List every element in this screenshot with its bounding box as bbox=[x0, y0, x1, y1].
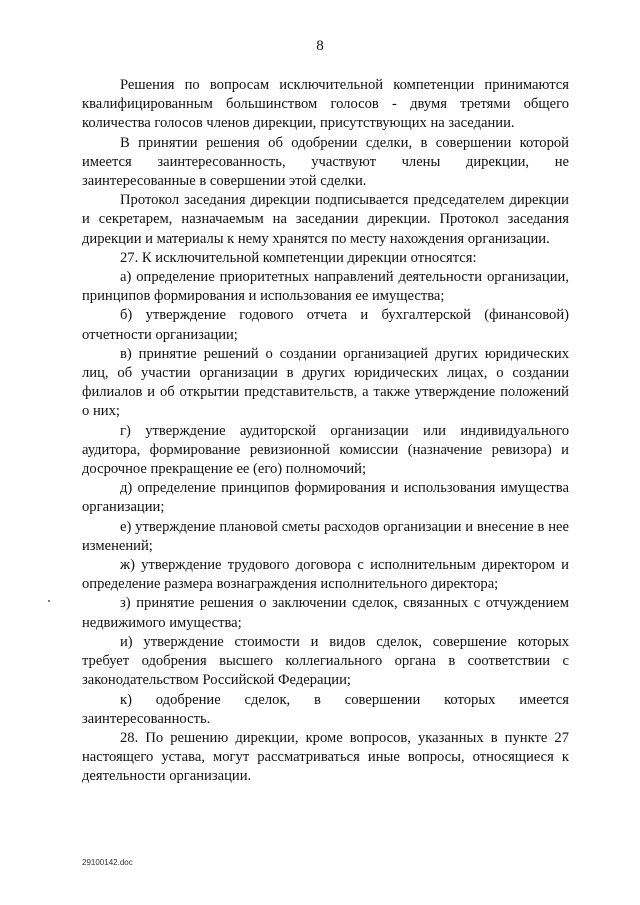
list-item: и) утверждение стоимости и видов сделок, совершение которых требует одобрения высшего коллегиального органа в соответствии с законодательством Российской Федерации; bbox=[82, 633, 569, 689]
list-item: е) утверждение плановой сметы расходов организации и внесение в нее изменений; bbox=[82, 518, 569, 554]
list-item: ж) утверждение трудового договора с исполнительным директором и определение размера вознаграждения исполнительного директора; bbox=[82, 557, 569, 593]
scan-artifact-dot bbox=[48, 600, 50, 602]
paragraph: Протокол заседания дирекции подписывается председателем дирекции и секретарем, назначаемым на заседании дирекции. Протокол заседания дирекции и материалы к нему хранятся по месту нахождения организации. bbox=[82, 192, 569, 247]
document-body bbox=[82, 76, 569, 787]
list-item: б) утверждение годового отчета и бухгалтерской (финансовой) отчетности организации; bbox=[82, 307, 569, 343]
list-item: д) определение принципов формирования и использования имущества организации; bbox=[82, 480, 569, 516]
paragraph: Решения по вопросам исключительной компетенции принимаются квалифицированным большинством голосов - двумя третями общего количества голосов членов дирекции, присутствующих на заседании. bbox=[82, 77, 569, 132]
paragraph: 27. К исключительной компетенции дирекции относятся: bbox=[120, 249, 477, 266]
list-item: в) принятие решений о создании организацией других юридических лиц, об участии организации в других юридических лицах, о создании филиалов и об открытии представительств, а также утверждение положений о них; bbox=[82, 345, 569, 420]
page-number: 8 bbox=[316, 38, 324, 54]
list-item: з) принятие решения о заключении сделок, связанных с отчуждением недвижимого имущества; bbox=[82, 595, 569, 631]
footer-file-code: 29100142.doc bbox=[82, 858, 133, 867]
paragraph: В принятии решения об одобрении сделки, в совершении которой имеется заинтересованность, участвуют члены дирекции, не заинтересованные в совершении этой сделки. bbox=[82, 134, 569, 190]
list-item: г) утверждение аудиторской организации или индивидуального аудитора, формирование ревизионной комиссии (назначение ревизора) и досрочное прекращение ее (его) полномочий; bbox=[82, 422, 569, 478]
list-item: а) определение приоритетных направлений деятельности организации, принципов формирования и использования ее имущества; bbox=[82, 269, 569, 305]
list-item: к) одобрение сделок, в совершении которых имеется заинтересованность. bbox=[82, 691, 569, 727]
paragraph: 28. По решению дирекции, кроме вопросов, указанных в пункте 27 настоящего устава, могут рассматриваться иные вопросы, относящиеся к деятельности организации. bbox=[82, 729, 569, 785]
